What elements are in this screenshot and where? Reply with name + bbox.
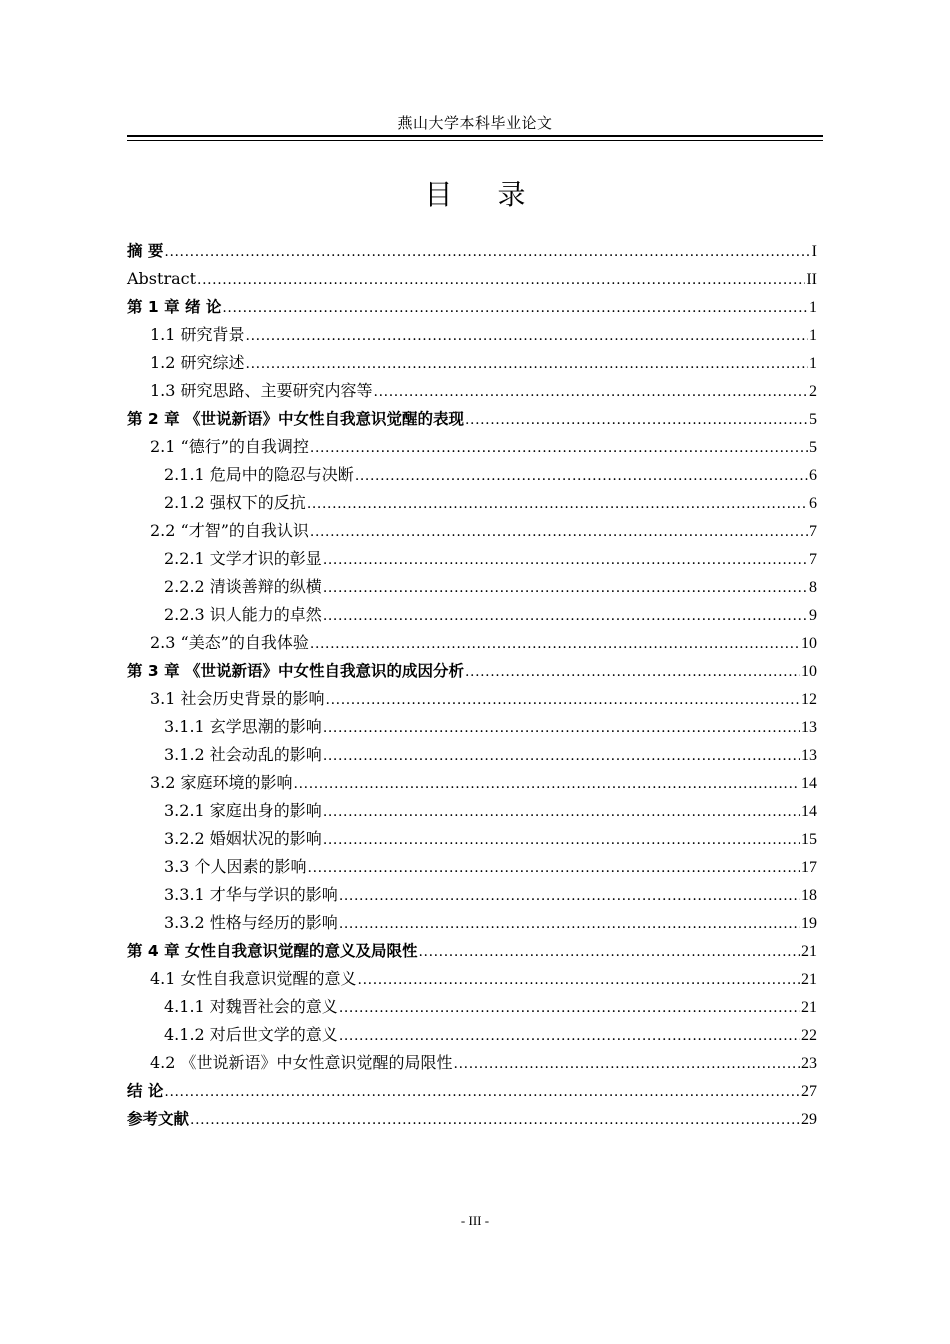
toc-entry-label: 3.3 个人因素的影响 — [164, 857, 307, 876]
toc-entry[interactable] — [127, 965, 817, 993]
toc-dot-leader — [326, 686, 800, 714]
toc-entry[interactable] — [127, 993, 817, 1021]
toc-entry-label: 1.2 研究综述 — [150, 353, 245, 372]
toc-dot-leader — [197, 266, 805, 294]
toc-dot-leader — [454, 1050, 800, 1078]
toc-entry[interactable] — [127, 265, 817, 293]
toc-dot-leader — [339, 882, 800, 910]
toc-entry-page: 9 — [809, 607, 817, 624]
toc-entry-page: 5 — [809, 411, 817, 428]
toc-entry[interactable] — [127, 853, 817, 881]
toc-entry-page: 1 — [809, 299, 817, 316]
toc-entry[interactable] — [127, 937, 817, 965]
toc-entry-label: 结 论 — [127, 1082, 164, 1100]
toc-entry-label: 3.1.1 玄学思潮的影响 — [164, 717, 322, 736]
toc-entry-label: 3.2.1 家庭出身的影响 — [164, 801, 322, 820]
toc-dot-leader — [323, 742, 800, 770]
toc-entry[interactable] — [127, 881, 817, 909]
header-rule-thick — [127, 135, 823, 137]
toc-entry[interactable] — [127, 685, 817, 713]
toc-dot-leader — [323, 826, 800, 854]
toc-dot-leader — [323, 714, 800, 742]
toc-entry[interactable] — [127, 293, 817, 321]
toc-dot-leader — [294, 770, 800, 798]
toc-entry-label: 第 2 章 《世说新语》中女性自我意识觉醒的表现 — [127, 410, 464, 428]
toc-entry-label: 2.1.2 强权下的反抗 — [164, 493, 306, 512]
toc-entry-page: 29 — [801, 1111, 817, 1128]
toc-dot-leader — [358, 966, 800, 994]
toc-entry-label: 3.1 社会历史背景的影响 — [150, 689, 325, 708]
toc-dot-leader — [339, 994, 800, 1022]
toc-entry[interactable] — [127, 909, 817, 937]
toc-entry-label: 2.2 “才智”的自我认识 — [150, 521, 309, 540]
toc-entry-page: 14 — [801, 803, 817, 820]
toc-entry-page: 15 — [801, 831, 817, 848]
toc-entry-page: 8 — [809, 579, 817, 596]
toc-entry-label: 4.1 女性自我意识觉醒的意义 — [150, 969, 357, 988]
toc-entry-page: 17 — [801, 859, 817, 876]
toc-dot-leader — [323, 546, 808, 574]
toc-entry-page: 2 — [809, 383, 817, 400]
toc-entry-page: 13 — [801, 719, 817, 736]
toc-entry-label: 第 3 章 《世说新语》中女性自我意识的成因分析 — [127, 662, 464, 680]
footer-page-number: - III - — [460, 1213, 490, 1228]
toc-entry-page: 13 — [801, 747, 817, 764]
toc-entry[interactable] — [127, 573, 817, 601]
toc-dot-leader — [307, 490, 808, 518]
toc-heading: 目 录 — [424, 178, 544, 211]
running-header-title: 燕山大学本科毕业论文 — [397, 114, 553, 132]
toc-dot-leader — [164, 1078, 800, 1106]
toc-dot-leader — [323, 574, 808, 602]
toc-dot-leader — [465, 406, 808, 434]
toc-dot-leader — [465, 658, 800, 686]
toc-entry-page: 18 — [801, 887, 817, 904]
toc-entry[interactable] — [127, 769, 817, 797]
toc-entry[interactable] — [127, 489, 817, 517]
toc-entry[interactable] — [127, 377, 817, 405]
toc-entry[interactable] — [127, 797, 817, 825]
toc-dot-leader — [246, 322, 808, 350]
toc-entry-label: 1.3 研究思路、主要研究内容等 — [150, 381, 373, 400]
toc-entry-page: 14 — [801, 775, 817, 792]
toc-entry-label: 3.2 家庭环境的影响 — [150, 773, 293, 792]
toc-entry-label: 3.1.2 社会动乱的影响 — [164, 745, 322, 764]
toc-entry-label: 4.1.2 对后世文学的意义 — [164, 1025, 338, 1044]
toc-entry-label: 2.3 “美态”的自我体验 — [150, 633, 309, 652]
toc-entry-page: 21 — [801, 999, 817, 1016]
toc-dot-leader — [246, 350, 808, 378]
toc-entry-label: 3.2.2 婚姻状况的影响 — [164, 829, 322, 848]
toc-entry-page: 7 — [809, 523, 817, 540]
toc-dot-leader — [339, 910, 800, 938]
toc-entry-page: 6 — [809, 495, 817, 512]
toc-entry-page: 12 — [801, 691, 817, 708]
toc-dot-leader — [339, 1022, 800, 1050]
toc-entry[interactable] — [127, 825, 817, 853]
toc-entry-label: 2.2.3 识人能力的卓然 — [164, 605, 322, 624]
toc-entry[interactable] — [127, 629, 817, 657]
toc-dot-leader — [374, 378, 808, 406]
toc-entry-label: 4.2 《世说新语》中女性意识觉醒的局限性 — [150, 1053, 453, 1072]
toc-dot-leader — [355, 462, 808, 490]
toc-entry-label: 2.1 “德行”的自我调控 — [150, 437, 309, 456]
toc-entry-page: 21 — [801, 971, 817, 988]
toc-entry-page: 19 — [801, 915, 817, 932]
toc-entry[interactable] — [127, 405, 817, 433]
toc-entry[interactable] — [127, 461, 817, 489]
toc-entry[interactable] — [127, 1021, 817, 1049]
toc-entry-page: 23 — [801, 1055, 817, 1072]
toc-entry[interactable] — [127, 517, 817, 545]
toc-entry-page: 6 — [809, 467, 817, 484]
toc-entry-page: I — [811, 243, 817, 260]
toc-entry-page: 22 — [801, 1027, 817, 1044]
toc-entry-label: 2.2.2 清谈善辩的纵横 — [164, 577, 322, 596]
toc-entry[interactable] — [127, 349, 817, 377]
toc-entry-label: 摘 要 — [127, 242, 164, 260]
toc-entry-page: 1 — [809, 327, 817, 344]
toc-entry-page: 21 — [801, 943, 817, 960]
toc-entry[interactable] — [127, 237, 817, 265]
toc-entry-page: II — [806, 271, 817, 288]
toc-dot-leader — [418, 938, 800, 966]
toc-entry[interactable] — [127, 741, 817, 769]
toc-entry-label: 3.3.2 性格与经历的影响 — [164, 913, 338, 932]
toc-entry[interactable] — [127, 433, 817, 461]
toc-entry-page: 7 — [809, 551, 817, 568]
toc-dot-leader — [310, 434, 808, 462]
toc-entry-label: 1.1 研究背景 — [150, 325, 245, 344]
toc-entry-page: 10 — [801, 635, 817, 652]
toc-entry-page: 1 — [809, 355, 817, 372]
toc-entry[interactable] — [127, 657, 817, 685]
toc-entry-label: 4.1.1 对魏晋社会的意义 — [164, 997, 338, 1016]
toc-entry-label: Abstract — [127, 269, 197, 288]
toc-entry-label: 2.2.1 文学才识的彰显 — [164, 549, 322, 568]
header-rule-thin — [127, 140, 823, 141]
toc-entry-label: 3.3.1 才华与学识的影响 — [164, 885, 338, 904]
toc-dot-leader — [310, 518, 808, 546]
table-of-contents — [127, 237, 817, 1133]
toc-dot-leader — [323, 798, 800, 826]
toc-entry[interactable] — [127, 713, 817, 741]
toc-dot-leader — [222, 294, 808, 322]
toc-dot-leader — [323, 602, 808, 630]
toc-entry-label: 第 4 章 女性自我意识觉醒的意义及局限性 — [127, 942, 418, 960]
toc-entry[interactable] — [127, 321, 817, 349]
toc-entry-page: 5 — [809, 439, 817, 456]
toc-dot-leader — [308, 854, 800, 882]
toc-dot-leader — [190, 1106, 800, 1134]
toc-entry[interactable] — [127, 1105, 817, 1133]
toc-dot-leader — [164, 238, 810, 266]
toc-entry-label: 参考文献 — [127, 1110, 190, 1128]
toc-entry-label: 第 1 章 绪 论 — [127, 298, 222, 316]
toc-dot-leader — [310, 630, 800, 658]
toc-entry[interactable] — [127, 1049, 817, 1077]
toc-entry-label: 2.1.1 危局中的隐忍与决断 — [164, 465, 354, 484]
toc-entry[interactable] — [127, 545, 817, 573]
toc-entry-page: 27 — [801, 1083, 817, 1100]
toc-entry[interactable] — [127, 1077, 817, 1105]
toc-entry-page: 10 — [801, 663, 817, 680]
toc-entry[interactable] — [127, 601, 817, 629]
